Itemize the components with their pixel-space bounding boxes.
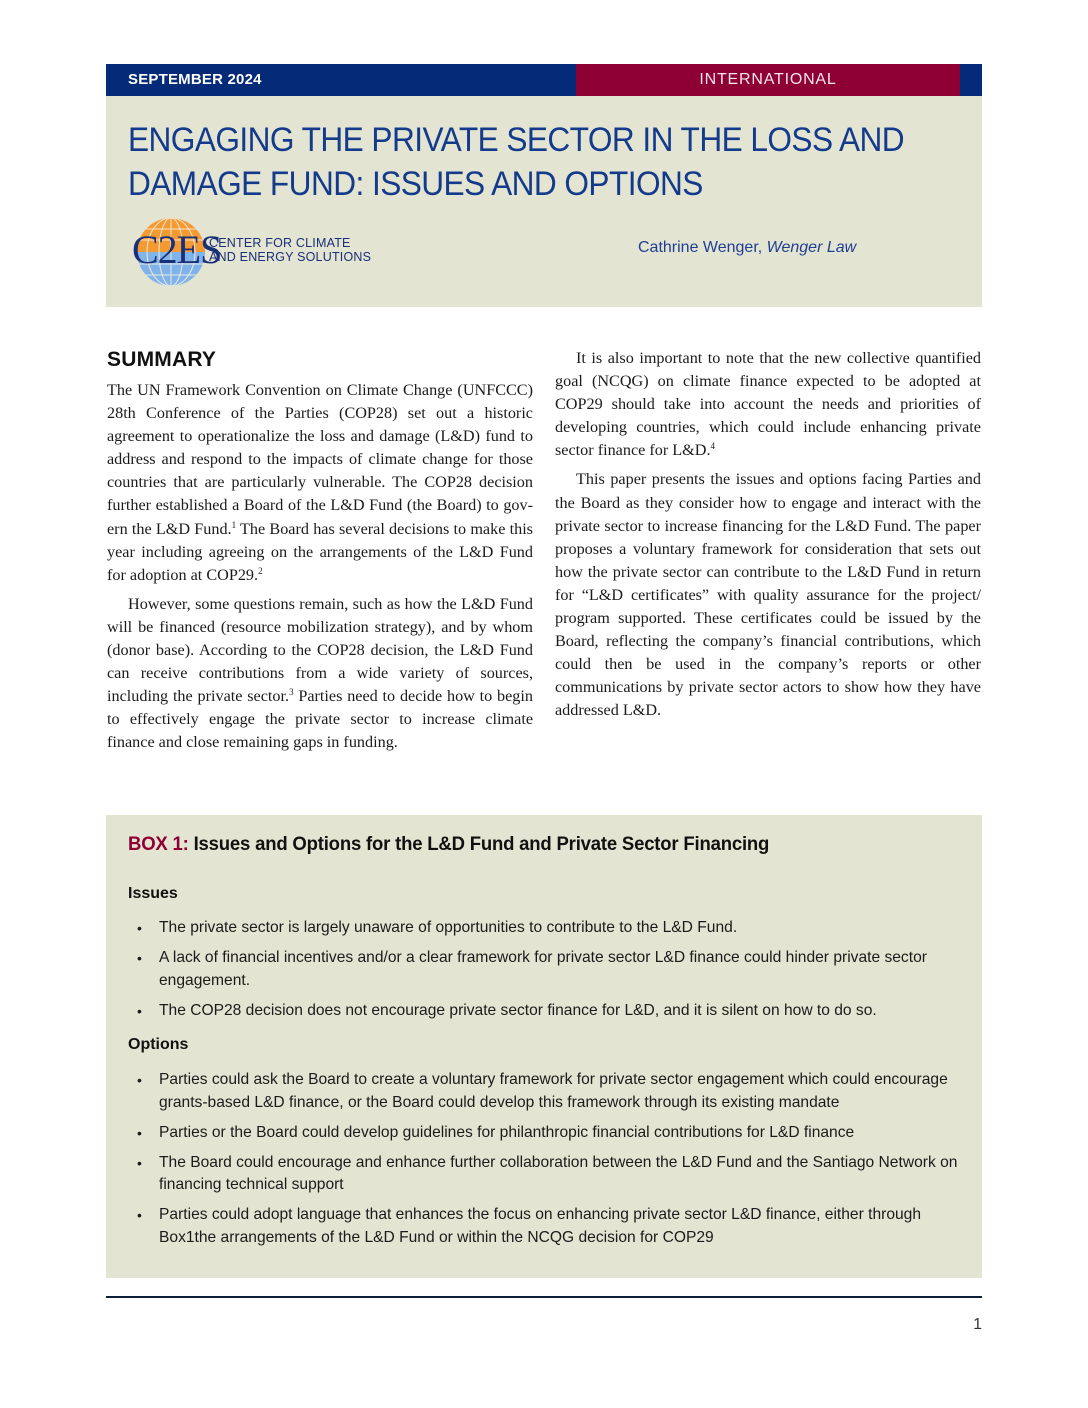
category-label: INTERNATIONAL (576, 64, 960, 96)
list-item (128, 1204, 968, 1249)
document-title (128, 118, 909, 206)
box-title (128, 833, 769, 856)
paragraph-text: Parties need to decide how to begin to effectively engage the private sector to increase climate finance and close remaining gaps in funding. (107, 687, 533, 752)
issues-heading: Issues (128, 885, 178, 902)
list-item (128, 917, 968, 940)
footnote-ref[interactable]: 2 (258, 565, 263, 576)
list-item (128, 947, 968, 992)
logo-name-line-1: CENTER FOR CLIMATE (209, 236, 351, 250)
box-title-text: Issues and Options for the L&D Fund and Private Sector Financing (193, 833, 770, 855)
footnote-ref[interactable]: 1 (231, 519, 237, 530)
list-item-text: The Board could encourage and enhance further collaboration between the L&D Fund and the Santiago Network on financing technical support (159, 1153, 958, 1193)
options-heading: Options (128, 1036, 189, 1053)
paragraph-text: It is also important to note that the new collective quantified goal (NCQG) on climate finance expected to be adopted at COP29 should take into account the needs and priorities of developing countries, which could include enhancing private sector finance for L&D. (555, 349, 981, 460)
c2es-logo (132, 215, 392, 291)
summary-paragraph (107, 593, 533, 755)
page-number: 1 (973, 1316, 982, 1333)
list-item-text: Parties or the Board could develop guidelines for philanthropic financial contributions for L&D finance (159, 1123, 855, 1141)
paragraph-text: This paper presents the issues and options facing Parties and the Board as they consider how to engage and interact with the private sector to increase financing for the L&D Fund. The paper proposes a voluntary framework for consideration that sets out how the private sector can contribute to the L&D Fund in return for “L&D certificates” with quality assurance for the project/​program supported. These certificates could be issued by the Board, reflecting the company’s financial contributions, which could then be used in the company’s reports or other communications by private sector actors to show how they have addressed L&D. (555, 470, 981, 720)
footer-divider (106, 1296, 982, 1298)
paragraph-text: The Board has several decisions to make this year including agreeing on the arrangements of the L&D Fund for adoption at COP29. (107, 519, 533, 584)
summary-paragraph (555, 347, 981, 462)
title-line-2: DAMAGE FUND: ISSUES AND OPTIONS (128, 165, 703, 203)
summary-right-column (555, 347, 981, 723)
author-line (638, 239, 968, 257)
summary-paragraph (107, 379, 533, 587)
list-item (128, 1152, 968, 1197)
logo-abbreviation: C2ES (132, 227, 222, 272)
summary-left-column (107, 346, 533, 755)
box-label: BOX 1: (128, 833, 189, 855)
list-item-text: Parties could adopt language that enhances the focus on enhancing private sector L&D finance, either through Box1the arrangements of the L&D Fund or within the NCQG decision for COP29 (159, 1206, 922, 1246)
list-item-text: Parties could ask the Board to create a voluntary framework for private sector engagement which could encourage grants-based L&D finance, or the Board could develop this framework through its existing mandate (159, 1071, 948, 1111)
title-line-1: ENGAGING THE PRIVATE SECTOR IN THE LOSS AND (128, 121, 905, 159)
options-list (128, 1069, 968, 1257)
paragraph-text: The UN Framework Convention on Climate Change (UNFCCC) 28th Conference of the Parties (COP28) set out a historic agreement to operationalize the loss and damage (L&D) fund to address and respond to the impacts of climate change for those countries that are particularly vulnerable. The COP28 decision further established a Board of the L&D Fund (the Board) to govern the L&D Fund. (107, 381, 533, 538)
list-item (128, 1122, 968, 1145)
paragraph-text: However, some questions remain, such as how the L&D Fund will be financed (resource mobilization strategy), and by whom (donor base). According to the COP28 decision, the L&D Fund can receive contributions from a wide variety of sources, including the private sector. (107, 594, 533, 706)
list-item (128, 1069, 968, 1114)
bullet-icon: • (137, 1154, 142, 1171)
list-item (128, 1000, 968, 1023)
logo-name-line-2: AND ENERGY SOLUTIONS (209, 250, 372, 264)
author-affiliation: Wenger Law (766, 239, 857, 256)
list-item-text: The COP28 decision does not encourage private sector finance for L&D, and it is silent on how to do so. (159, 1001, 877, 1019)
bullet-icon: • (137, 1124, 142, 1141)
list-item-text: The private sector is largely unaware of opportunities to contribute to the L&D Fund. (159, 919, 738, 936)
bullet-icon: • (137, 1207, 142, 1223)
publication-date: SEPTEMBER 2024 (128, 71, 262, 88)
issues-list (128, 917, 968, 1030)
bullet-icon: • (137, 950, 142, 966)
box-1 (106, 815, 982, 1278)
footnote-ref[interactable]: 4 (710, 441, 716, 452)
summary-heading: SUMMARY (107, 348, 217, 371)
logo-organization-name (209, 236, 371, 264)
list-item-text: A lack of financial incentives and/or a clear framework for private sector L&D finance could hinder private sector engagement. (159, 949, 927, 989)
bullet-icon: • (137, 1072, 142, 1088)
title-panel (106, 96, 982, 307)
header-bar (106, 64, 982, 96)
author-name: Cathrine Wenger, (638, 239, 763, 256)
summary-paragraph (555, 468, 981, 722)
footnote-ref[interactable]: 3 (289, 687, 294, 698)
bullet-icon: • (137, 1002, 142, 1019)
bullet-icon: • (137, 920, 142, 936)
